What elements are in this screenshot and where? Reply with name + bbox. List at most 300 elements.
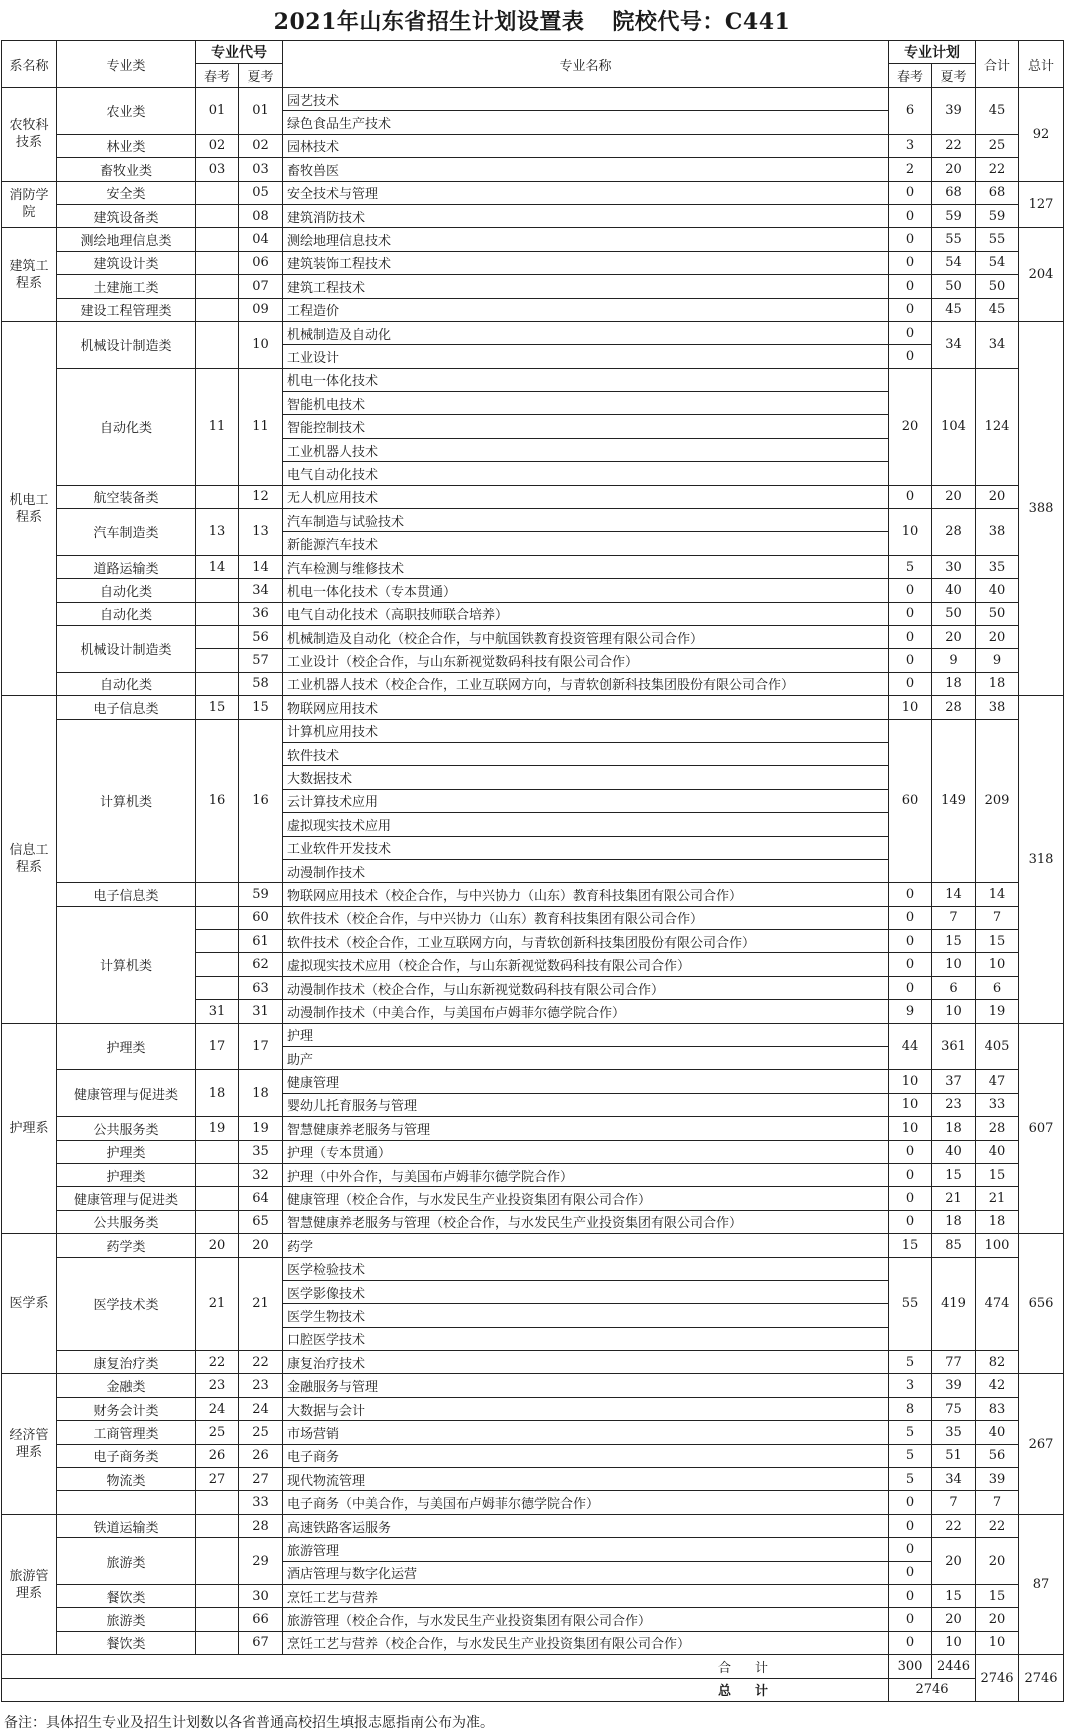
- plan-summer: 6: [932, 976, 976, 999]
- plan-subtotal: 7: [976, 1491, 1019, 1514]
- major-name: 市场营销: [283, 1421, 889, 1444]
- plan-subtotal: 35: [976, 555, 1019, 578]
- dept-name: 建筑工程系: [2, 228, 57, 322]
- summer-code: 34: [239, 579, 283, 602]
- header-plan-summer: 夏考: [932, 64, 976, 88]
- category-name: 电子信息类: [57, 696, 196, 719]
- plan-subtotal: 34: [976, 321, 1019, 368]
- spring-code: 26: [196, 1444, 239, 1467]
- plan-spring: 0: [889, 1514, 932, 1537]
- plan-subtotal: 50: [976, 275, 1019, 298]
- category-name: 自动化类: [57, 672, 196, 695]
- plan-summer: 68: [932, 181, 976, 204]
- dept-name: 消防学院: [2, 181, 57, 228]
- plan-spring: 0: [889, 485, 932, 508]
- plan-subtotal: 22: [976, 1514, 1019, 1537]
- table-row: [2, 719, 1064, 742]
- major-name: 建筑工程技术: [283, 275, 889, 298]
- plan-subtotal: 59: [976, 204, 1019, 227]
- category-name: 旅游类: [57, 1608, 196, 1631]
- table-row: [2, 1585, 1064, 1608]
- plan-summer: 77: [932, 1351, 976, 1374]
- plan-spring: 8: [889, 1397, 932, 1420]
- spring-code: 01: [196, 88, 239, 135]
- plan-summer: 21: [932, 1187, 976, 1210]
- category-name: 自动化类: [57, 368, 196, 485]
- plan-summer: 39: [932, 1374, 976, 1397]
- table-row: [2, 1257, 1064, 1280]
- plan-subtotal: 39: [976, 1468, 1019, 1491]
- major-name: 大数据与会计: [283, 1397, 889, 1420]
- summer-code: 33: [239, 1491, 283, 1514]
- plan-summer: 28: [932, 509, 976, 556]
- plan-subtotal: 56: [976, 1444, 1019, 1467]
- table-row: [2, 181, 1064, 204]
- spring-code: 13: [196, 509, 239, 556]
- plan-subtotal: 18: [976, 1210, 1019, 1233]
- major-name: 畜牧兽医: [283, 158, 889, 181]
- spring-code: [196, 625, 239, 648]
- plan-subtotal: 15: [976, 1163, 1019, 1186]
- plan-summer: 18: [932, 1210, 976, 1233]
- summer-code: 23: [239, 1374, 283, 1397]
- total-label: 总计: [2, 1678, 889, 1701]
- table-row: [2, 1608, 1064, 1631]
- plan-spring: 0: [889, 602, 932, 625]
- plan-spring: 55: [889, 1257, 932, 1351]
- plan-spring: 3: [889, 1374, 932, 1397]
- plan-subtotal: 9: [976, 649, 1019, 672]
- plan-summer: 9: [932, 649, 976, 672]
- header-plan-spring: 春考: [889, 64, 932, 88]
- spring-code: 11: [196, 368, 239, 485]
- spring-code: 14: [196, 555, 239, 578]
- plan-summer: 7: [932, 1491, 976, 1514]
- plan-summer: 50: [932, 275, 976, 298]
- plan-subtotal: 20: [976, 1538, 1019, 1585]
- table-row: [2, 1444, 1064, 1467]
- table-row: [2, 1117, 1064, 1140]
- table-row: [2, 1397, 1064, 1420]
- summer-code: 09: [239, 298, 283, 321]
- summer-code: 31: [239, 1000, 283, 1023]
- plan-spring: 0: [889, 228, 932, 251]
- category-name: 餐饮类: [57, 1631, 196, 1654]
- summer-code: 65: [239, 1210, 283, 1233]
- table-row: [2, 88, 1064, 111]
- plan-subtotal: 50: [976, 602, 1019, 625]
- major-name: 药学: [283, 1234, 889, 1257]
- plan-subtotal: 47: [976, 1070, 1019, 1093]
- major-name: 智慧健康养老服务与管理: [283, 1117, 889, 1140]
- spring-code: [196, 976, 239, 999]
- plan-summer: 23: [932, 1093, 976, 1116]
- plan-spring: 10: [889, 696, 932, 719]
- major-name: 无人机应用技术: [283, 485, 889, 508]
- table-row: [2, 204, 1064, 227]
- spring-code: [196, 275, 239, 298]
- category-name: 护理类: [57, 1163, 196, 1186]
- plan-subtotal: 45: [976, 88, 1019, 135]
- plan-spring: 10: [889, 509, 932, 556]
- category-name: [57, 1491, 196, 1514]
- plan-summer: 10: [932, 1631, 976, 1654]
- subtotal-label: 合计: [2, 1655, 889, 1678]
- major-name: 安全技术与管理: [283, 181, 889, 204]
- major-name: 园艺技术: [283, 88, 889, 111]
- summer-code: 36: [239, 602, 283, 625]
- spring-code: [196, 298, 239, 321]
- category-name: 旅游类: [57, 1538, 196, 1585]
- dept-total: 656: [1019, 1234, 1064, 1374]
- plan-spring: 0: [889, 976, 932, 999]
- category-name: 药学类: [57, 1234, 196, 1257]
- table-row: [2, 696, 1064, 719]
- major-name: 汽车制造与试验技术: [283, 509, 889, 532]
- category-name: 安全类: [57, 181, 196, 204]
- plan-subtotal: 40: [976, 1421, 1019, 1444]
- plan-spring: 5: [889, 1468, 932, 1491]
- category-name: 计算机类: [57, 719, 196, 883]
- summer-code: 56: [239, 625, 283, 648]
- summer-code: 60: [239, 906, 283, 929]
- major-name: 汽车检测与维修技术: [283, 555, 889, 578]
- major-name: 测绘地理信息技术: [283, 228, 889, 251]
- plan-summer: 85: [932, 1234, 976, 1257]
- plan-spring: 44: [889, 1023, 932, 1070]
- plan-summer: 22: [932, 1514, 976, 1537]
- summer-code: 17: [239, 1023, 283, 1070]
- plan-spring: 0: [889, 251, 932, 274]
- plan-summer: 22: [932, 134, 976, 157]
- summer-code: 03: [239, 158, 283, 181]
- plan-subtotal: 42: [976, 1374, 1019, 1397]
- plan-spring: 0: [889, 1538, 932, 1561]
- plan-subtotal: 10: [976, 953, 1019, 976]
- header-plan-group: 专业计划: [889, 41, 976, 64]
- plan-subtotal: 40: [976, 579, 1019, 602]
- table-row: [2, 906, 1064, 929]
- major-name: 工业软件开发技术: [283, 836, 889, 859]
- major-name: 软件技术: [283, 742, 889, 765]
- spring-code: [196, 181, 239, 204]
- spring-code: 15: [196, 696, 239, 719]
- category-name: 建设工程管理类: [57, 298, 196, 321]
- plan-summer: 55: [932, 228, 976, 251]
- table-row: [2, 1140, 1064, 1163]
- summer-code: 28: [239, 1514, 283, 1537]
- plan-spring: 0: [889, 625, 932, 648]
- dept-name: 医学系: [2, 1234, 57, 1374]
- major-name: 智能控制技术: [283, 415, 889, 438]
- table-row: [2, 602, 1064, 625]
- major-name: 软件技术（校企合作，与中兴协力（山东）教育科技集团有限公司合作）: [283, 906, 889, 929]
- plan-subtotal: 40: [976, 1140, 1019, 1163]
- spring-code: 25: [196, 1421, 239, 1444]
- category-name: 金融类: [57, 1374, 196, 1397]
- major-name: 护理: [283, 1023, 889, 1046]
- table-row: [2, 1421, 1064, 1444]
- dept-name: 信息工程系: [2, 696, 57, 1023]
- plan-summer: 15: [932, 1163, 976, 1186]
- plan-spring: 0: [889, 1491, 932, 1514]
- table-row: [2, 1023, 1064, 1046]
- category-name: 医学技术类: [57, 1257, 196, 1351]
- category-name: 健康管理与促进类: [57, 1070, 196, 1117]
- plan-subtotal: 100: [976, 1234, 1019, 1257]
- summer-code: 07: [239, 275, 283, 298]
- plan-spring: 10: [889, 1117, 932, 1140]
- enrollment-plan-table: [1, 40, 1064, 1702]
- plan-subtotal: 124: [976, 368, 1019, 485]
- spring-code: [196, 1491, 239, 1514]
- major-name: 云计算技术应用: [283, 789, 889, 812]
- major-name: 医学影像技术: [283, 1280, 889, 1303]
- category-name: 公共服务类: [57, 1117, 196, 1140]
- major-name: 动漫制作技术（校企合作，与山东新视觉数码科技有限公司合作）: [283, 976, 889, 999]
- major-name: 护理（中外合作，与美国布卢姆菲尔德学院合作）: [283, 1163, 889, 1186]
- plan-subtotal: 38: [976, 696, 1019, 719]
- footnote: 备注：具体招生专业及招生计划数以各省普通高校招生填报志愿指南公布为准。: [4, 1715, 494, 1731]
- dept-name: 护理系: [2, 1023, 57, 1234]
- plan-spring: 10: [889, 1093, 932, 1116]
- plan-subtotal: 15: [976, 1585, 1019, 1608]
- category-name: 机械设计制造类: [57, 625, 196, 672]
- spring-code: [196, 579, 239, 602]
- summer-code: 12: [239, 485, 283, 508]
- plan-subtotal: 209: [976, 719, 1019, 883]
- summer-code: 26: [239, 1444, 283, 1467]
- major-name: 电气自动化技术: [283, 462, 889, 485]
- table-row: [2, 1631, 1064, 1654]
- table-row: [2, 275, 1064, 298]
- plan-spring: 0: [889, 579, 932, 602]
- summer-code: 19: [239, 1117, 283, 1140]
- plan-summer: 75: [932, 1397, 976, 1420]
- category-name: 康复治疗类: [57, 1351, 196, 1374]
- summer-code: 05: [239, 181, 283, 204]
- spring-code: [196, 1585, 239, 1608]
- plan-summer: 18: [932, 672, 976, 695]
- spring-code: 22: [196, 1351, 239, 1374]
- plan-spring: 0: [889, 953, 932, 976]
- spring-code: [196, 1608, 239, 1631]
- table-row: [2, 672, 1064, 695]
- table-row: [2, 1234, 1064, 1257]
- major-name: 电子商务: [283, 1444, 889, 1467]
- dept-name: 机电工程系: [2, 321, 57, 695]
- major-name: 机电一体化技术: [283, 368, 889, 391]
- plan-spring: 15: [889, 1234, 932, 1257]
- summer-code: 16: [239, 719, 283, 883]
- header-code-group: 专业代号: [196, 41, 283, 64]
- dept-name: 经济管理系: [2, 1374, 57, 1514]
- spring-code: 31: [196, 1000, 239, 1023]
- plan-summer: 59: [932, 204, 976, 227]
- major-name: 旅游管理（校企合作，与水发民生产业投资集团有限公司合作）: [283, 1608, 889, 1631]
- plan-summer: 361: [932, 1023, 976, 1070]
- summer-code: 66: [239, 1608, 283, 1631]
- title-text: 2021年山东省招生计划设置表: [273, 9, 585, 35]
- major-name: 虚拟现实技术应用: [283, 813, 889, 836]
- spring-code: [196, 883, 239, 906]
- spring-code: [196, 672, 239, 695]
- plan-spring: 0: [889, 1187, 932, 1210]
- major-name: 金融服务与管理: [283, 1374, 889, 1397]
- table-row: [2, 1187, 1064, 1210]
- summer-code: 27: [239, 1468, 283, 1491]
- plan-subtotal: 54: [976, 251, 1019, 274]
- plan-spring: 60: [889, 719, 932, 883]
- header-major: 专业名称: [283, 41, 889, 88]
- spring-code: 18: [196, 1070, 239, 1117]
- major-name: 工程造价: [283, 298, 889, 321]
- plan-spring: 0: [889, 1631, 932, 1654]
- plan-summer: 14: [932, 883, 976, 906]
- summer-code: 61: [239, 930, 283, 953]
- plan-summer: 20: [932, 625, 976, 648]
- dept-total: 87: [1019, 1514, 1064, 1654]
- summer-code: 29: [239, 1538, 283, 1585]
- plan-spring: 0: [889, 181, 932, 204]
- plan-spring: 10: [889, 1070, 932, 1093]
- plan-summer: 37: [932, 1070, 976, 1093]
- summer-code: 02: [239, 134, 283, 157]
- major-name: 高速铁路客运服务: [283, 1514, 889, 1537]
- plan-summer: 419: [932, 1257, 976, 1351]
- spring-code: [196, 204, 239, 227]
- category-name: 电子商务类: [57, 1444, 196, 1467]
- plan-spring: 0: [889, 1210, 932, 1233]
- major-name: 医学生物技术: [283, 1304, 889, 1327]
- plan-spring: 0: [889, 930, 932, 953]
- summer-code: 30: [239, 1585, 283, 1608]
- plan-summer: 10: [932, 1000, 976, 1023]
- plan-spring: 20: [889, 368, 932, 485]
- plan-subtotal: 6: [976, 976, 1019, 999]
- table-row: [2, 579, 1064, 602]
- table-row: [2, 883, 1064, 906]
- major-name: 新能源汽车技术: [283, 532, 889, 555]
- major-name: 大数据技术: [283, 766, 889, 789]
- category-name: 土建施工类: [57, 275, 196, 298]
- category-name: 公共服务类: [57, 1210, 196, 1233]
- major-name: 工业设计: [283, 345, 889, 368]
- table-body: [2, 88, 1064, 1655]
- major-name: 建筑消防技术: [283, 204, 889, 227]
- dept-total: 204: [1019, 228, 1064, 322]
- table-row: [2, 134, 1064, 157]
- summer-code: 24: [239, 1397, 283, 1420]
- spring-code: [196, 953, 239, 976]
- plan-spring: 0: [889, 345, 932, 368]
- plan-subtotal: 474: [976, 1257, 1019, 1351]
- plan-summer: 50: [932, 602, 976, 625]
- plan-spring: 0: [889, 1561, 932, 1584]
- plan-summer: 28: [932, 696, 976, 719]
- category-name: 畜牧业类: [57, 158, 196, 181]
- category-name: 林业类: [57, 134, 196, 157]
- table-row: [2, 298, 1064, 321]
- table-row: [2, 321, 1064, 344]
- plan-spring: 5: [889, 1444, 932, 1467]
- major-name: 建筑装饰工程技术: [283, 251, 889, 274]
- spring-code: 21: [196, 1257, 239, 1351]
- dept-name: 农牧科技系: [2, 88, 57, 182]
- summer-code: 04: [239, 228, 283, 251]
- plan-subtotal: 21: [976, 1187, 1019, 1210]
- category-name: 铁道运输类: [57, 1514, 196, 1537]
- dept-total: 267: [1019, 1374, 1064, 1514]
- summer-code: 35: [239, 1140, 283, 1163]
- summer-code: 08: [239, 204, 283, 227]
- plan-spring: 5: [889, 1351, 932, 1374]
- plan-spring: 0: [889, 275, 932, 298]
- plan-summer: 20: [932, 485, 976, 508]
- plan-summer: 149: [932, 719, 976, 883]
- plan-summer: 54: [932, 251, 976, 274]
- summer-code: 21: [239, 1257, 283, 1351]
- plan-spring: 0: [889, 1608, 932, 1631]
- plan-summer: 20: [932, 158, 976, 181]
- category-name: 餐饮类: [57, 1585, 196, 1608]
- plan-summer: 40: [932, 1140, 976, 1163]
- summer-code: 59: [239, 883, 283, 906]
- spring-code: [196, 1210, 239, 1233]
- grand-total: 2746: [1019, 1655, 1064, 1702]
- table-row: [2, 1468, 1064, 1491]
- category-name: 物流类: [57, 1468, 196, 1491]
- category-name: 道路运输类: [57, 555, 196, 578]
- plan-spring: 0: [889, 672, 932, 695]
- plan-spring: 5: [889, 1421, 932, 1444]
- summer-code: 11: [239, 368, 283, 485]
- category-name: 护理类: [57, 1140, 196, 1163]
- major-name: 电子商务（中美合作，与美国布卢姆菲尔德学院合作）: [283, 1491, 889, 1514]
- plan-summer: 15: [932, 930, 976, 953]
- plan-subtotal: 14: [976, 883, 1019, 906]
- table-row: [2, 158, 1064, 181]
- category-name: 自动化类: [57, 602, 196, 625]
- major-name: 健康管理: [283, 1070, 889, 1093]
- page-title: [0, 0, 1064, 40]
- major-name: 口腔医学技术: [283, 1327, 889, 1350]
- spring-code: [196, 602, 239, 625]
- plan-summer: 7: [932, 906, 976, 929]
- plan-subtotal: 33: [976, 1093, 1019, 1116]
- category-name: 护理类: [57, 1023, 196, 1070]
- plan-subtotal: 82: [976, 1351, 1019, 1374]
- major-name: 护理（专本贯通）: [283, 1140, 889, 1163]
- table-row: [2, 1210, 1064, 1233]
- plan-summer: 40: [932, 579, 976, 602]
- summer-code: 20: [239, 1234, 283, 1257]
- major-name: 电气自动化技术（高职技师联合培养）: [283, 602, 889, 625]
- major-name: 烹饪工艺与营养: [283, 1585, 889, 1608]
- dept-total: 388: [1019, 321, 1064, 695]
- spring-code: [196, 1538, 239, 1585]
- spring-code: 19: [196, 1117, 239, 1140]
- major-name: 软件技术（校企合作，工业互联网方向，与青软创新科技集团股份有限公司合作）: [283, 930, 889, 953]
- dept-total: 607: [1019, 1023, 1064, 1234]
- major-name: 旅游管理: [283, 1538, 889, 1561]
- spring-code: 23: [196, 1374, 239, 1397]
- category-name: 机械设计制造类: [57, 321, 196, 368]
- plan-summer: 51: [932, 1444, 976, 1467]
- summer-code: 13: [239, 509, 283, 556]
- plan-subtotal: 25: [976, 134, 1019, 157]
- category-name: 农业类: [57, 88, 196, 135]
